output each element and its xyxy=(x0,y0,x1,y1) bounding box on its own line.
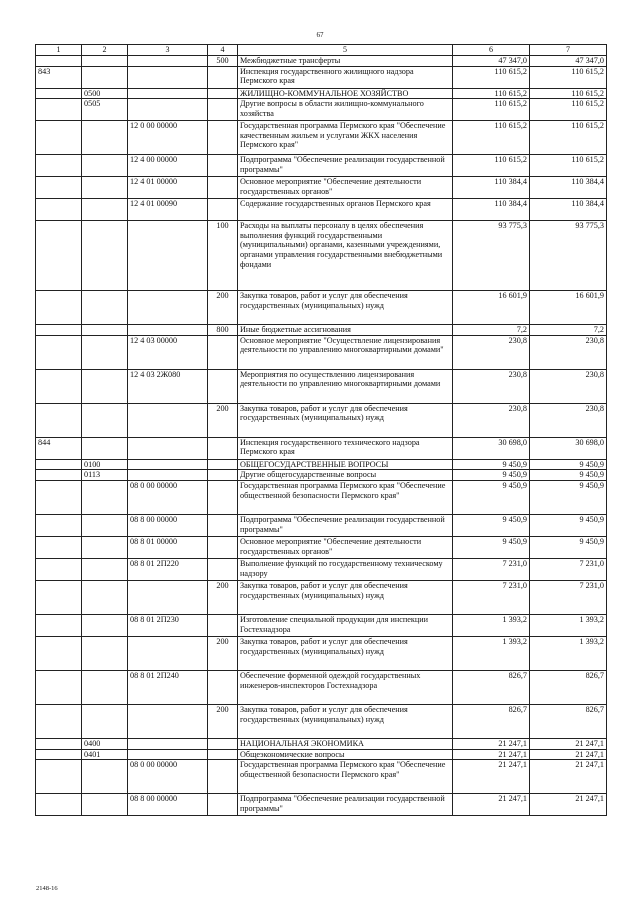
amount-cell: 7 231,0 xyxy=(453,580,530,614)
description-cell: Инспекция государственного технического надзора Пермского края xyxy=(238,437,453,459)
amount-cell: 110 615,2 xyxy=(530,121,607,155)
section-code-cell xyxy=(82,480,128,514)
amount-cell: 9 450,9 xyxy=(530,470,607,481)
ministry-code-cell xyxy=(36,636,82,670)
description-cell: Основное мероприятие "Обеспечение деятельности государственных органов" xyxy=(238,177,453,199)
amount-cell: 9 450,9 xyxy=(530,536,607,558)
amount-cell: 7 231,0 xyxy=(453,558,530,580)
table-row xyxy=(36,325,607,336)
section-code-cell xyxy=(82,177,128,199)
ministry-code-cell xyxy=(36,480,82,514)
amount-cell: 110 384,4 xyxy=(453,199,530,221)
section-code-cell xyxy=(82,794,128,816)
section-code-cell xyxy=(82,437,128,459)
table-row xyxy=(36,536,607,558)
section-code-cell xyxy=(82,614,128,636)
table-row xyxy=(36,66,607,88)
description-cell: Инспекция государственного жилищного надзора Пермского края xyxy=(238,66,453,88)
target-article-cell xyxy=(128,459,208,470)
amount-cell: 9 450,9 xyxy=(530,514,607,536)
table-row xyxy=(36,369,607,403)
amount-cell: 7 231,0 xyxy=(530,558,607,580)
table-row xyxy=(36,580,607,614)
amount-cell: 1 393,2 xyxy=(453,636,530,670)
table-row xyxy=(36,88,607,99)
ministry-code-cell xyxy=(36,99,82,121)
expense-type-cell xyxy=(208,514,238,536)
table-row xyxy=(36,558,607,580)
description-cell: Содержание государственных органов Пермского края xyxy=(238,199,453,221)
expense-type-cell xyxy=(208,369,238,403)
amount-cell: 47 347,0 xyxy=(530,56,607,67)
amount-cell: 110 615,2 xyxy=(453,88,530,99)
table-row xyxy=(36,470,607,481)
target-article-cell xyxy=(128,437,208,459)
expense-type-cell: 200 xyxy=(208,291,238,325)
description-cell: Иные бюджетные ассигнования xyxy=(238,325,453,336)
expense-type-cell xyxy=(208,558,238,580)
amount-cell: 21 247,1 xyxy=(530,794,607,816)
ministry-code-cell xyxy=(36,794,82,816)
target-article-cell xyxy=(128,704,208,738)
table-row xyxy=(36,155,607,177)
description-cell: Государственная программа Пермского края "Обеспечение качественным жильем и услугами ЖКХ населения Пермского края" xyxy=(238,121,453,155)
description-cell: Государственная программа Пермского края "Обеспечение общественной безопасности Пермского края" xyxy=(238,480,453,514)
section-code-cell xyxy=(82,121,128,155)
amount-cell: 230,8 xyxy=(530,369,607,403)
table-row xyxy=(36,760,607,794)
amount-cell: 7 231,0 xyxy=(530,580,607,614)
amount-cell: 230,8 xyxy=(453,335,530,369)
section-code-cell xyxy=(82,760,128,794)
amount-cell: 110 615,2 xyxy=(530,155,607,177)
target-article-cell: 12 0 00 00000 xyxy=(128,121,208,155)
target-article-cell: 08 8 01 2П230 xyxy=(128,614,208,636)
target-article-cell xyxy=(128,738,208,749)
ministry-code-cell xyxy=(36,369,82,403)
amount-cell: 110 615,2 xyxy=(530,88,607,99)
amount-cell: 21 247,1 xyxy=(453,749,530,760)
amount-cell: 110 615,2 xyxy=(453,155,530,177)
ministry-code-cell xyxy=(36,760,82,794)
table-row xyxy=(36,177,607,199)
table-row xyxy=(36,749,607,760)
amount-cell: 110 615,2 xyxy=(453,121,530,155)
amount-cell: 230,8 xyxy=(453,369,530,403)
description-cell: Закупка товаров, работ и услуг для обеспечения государственных (муниципальных) нужд xyxy=(238,291,453,325)
target-article-cell: 08 8 01 00000 xyxy=(128,536,208,558)
section-code-cell xyxy=(82,199,128,221)
section-code-cell xyxy=(82,514,128,536)
column-header: 3 xyxy=(128,45,208,56)
amount-cell: 230,8 xyxy=(530,403,607,437)
description-cell: Подпрограмма "Обеспечение реализации государственной программы" xyxy=(238,794,453,816)
ministry-code-cell xyxy=(36,335,82,369)
column-header: 5 xyxy=(238,45,453,56)
description-cell: Основное мероприятие "Осуществление лицензирования деятельности по управлению многоквартирными домами" xyxy=(238,335,453,369)
target-article-cell xyxy=(128,221,208,291)
description-cell: Основное мероприятие "Обеспечение деятельности государственных органов" xyxy=(238,536,453,558)
ministry-code-cell xyxy=(36,325,82,336)
footer-code: 2148-16 xyxy=(36,885,58,892)
ministry-code-cell xyxy=(36,514,82,536)
section-code-cell: 0100 xyxy=(82,459,128,470)
amount-cell: 9 450,9 xyxy=(453,459,530,470)
target-article-cell xyxy=(128,88,208,99)
ministry-code-cell xyxy=(36,670,82,704)
ministry-code-cell xyxy=(36,536,82,558)
expense-type-cell xyxy=(208,177,238,199)
section-code-cell: 0401 xyxy=(82,749,128,760)
amount-cell: 110 615,2 xyxy=(530,66,607,88)
description-cell: Подпрограмма "Обеспечение реализации государственной программы" xyxy=(238,514,453,536)
expense-type-cell: 200 xyxy=(208,580,238,614)
expense-type-cell xyxy=(208,614,238,636)
description-cell: Выполнение функций по государственному техническому надзору xyxy=(238,558,453,580)
expense-type-cell: 200 xyxy=(208,704,238,738)
expense-type-cell xyxy=(208,670,238,704)
ministry-code-cell xyxy=(36,580,82,614)
target-article-cell xyxy=(128,66,208,88)
table-row xyxy=(36,636,607,670)
description-cell: Другие общегосударственные вопросы xyxy=(238,470,453,481)
amount-cell: 93 775,3 xyxy=(530,221,607,291)
target-article-cell: 08 8 01 2П240 xyxy=(128,670,208,704)
amount-cell: 47 347,0 xyxy=(453,56,530,67)
section-code-cell: 0500 xyxy=(82,88,128,99)
section-code-cell: 0113 xyxy=(82,470,128,481)
expense-type-cell: 200 xyxy=(208,403,238,437)
target-article-cell xyxy=(128,56,208,67)
ministry-code-cell xyxy=(36,199,82,221)
target-article-cell: 08 8 01 2П220 xyxy=(128,558,208,580)
description-cell: Закупка товаров, работ и услуг для обеспечения государственных (муниципальных) нужд xyxy=(238,704,453,738)
table-row xyxy=(36,704,607,738)
expense-type-cell xyxy=(208,437,238,459)
target-article-cell xyxy=(128,580,208,614)
ministry-code-cell xyxy=(36,155,82,177)
description-cell: Государственная программа Пермского края "Обеспечение общественной безопасности Пермского края" xyxy=(238,760,453,794)
description-cell: ЖИЛИЩНО-КОММУНАЛЬНОЕ ХОЗЯЙСТВО xyxy=(238,88,453,99)
expense-type-cell: 200 xyxy=(208,636,238,670)
section-code-cell xyxy=(82,636,128,670)
expense-type-cell xyxy=(208,66,238,88)
section-code-cell xyxy=(82,580,128,614)
target-article-cell: 12 4 01 00000 xyxy=(128,177,208,199)
amount-cell: 21 247,1 xyxy=(530,749,607,760)
expense-type-cell xyxy=(208,749,238,760)
expense-type-cell: 500 xyxy=(208,56,238,67)
target-article-cell: 12 4 03 00000 xyxy=(128,335,208,369)
table-body xyxy=(36,56,607,816)
target-article-cell xyxy=(128,636,208,670)
target-article-cell: 12 4 03 2Ж080 xyxy=(128,369,208,403)
description-cell: Закупка товаров, работ и услуг для обеспечения государственных (муниципальных) нужд xyxy=(238,636,453,670)
amount-cell: 110 384,4 xyxy=(530,177,607,199)
page-number: 67 xyxy=(316,31,324,39)
ministry-code-cell xyxy=(36,704,82,738)
description-cell: Изготовление специальной продукции для инспекции Гостехнадзора xyxy=(238,614,453,636)
expense-type-cell xyxy=(208,760,238,794)
ministry-code-cell xyxy=(36,459,82,470)
section-code-cell xyxy=(82,56,128,67)
expense-type-cell xyxy=(208,155,238,177)
column-header: 6 xyxy=(453,45,530,56)
table-header-row xyxy=(36,45,607,56)
column-header: 7 xyxy=(530,45,607,56)
amount-cell: 230,8 xyxy=(530,335,607,369)
amount-cell: 1 393,2 xyxy=(530,614,607,636)
expense-type-cell xyxy=(208,536,238,558)
ministry-code-cell xyxy=(36,56,82,67)
table-row xyxy=(36,99,607,121)
description-cell: Межбюджетные трансферты xyxy=(238,56,453,67)
description-cell: Закупка товаров, работ и услуг для обеспечения государственных (муниципальных) нужд xyxy=(238,403,453,437)
amount-cell: 110 615,2 xyxy=(453,99,530,121)
target-article-cell: 08 0 00 00000 xyxy=(128,480,208,514)
amount-cell: 826,7 xyxy=(530,670,607,704)
column-header: 2 xyxy=(82,45,128,56)
ministry-code-cell xyxy=(36,738,82,749)
section-code-cell xyxy=(82,558,128,580)
ministry-code-cell xyxy=(36,121,82,155)
amount-cell: 826,7 xyxy=(530,704,607,738)
description-cell: Мероприятия по осуществлению лицензирования деятельности по управлению многоквартирными домами xyxy=(238,369,453,403)
description-cell: Закупка товаров, работ и услуг для обеспечения государственных (муниципальных) нужд xyxy=(238,580,453,614)
amount-cell: 826,7 xyxy=(453,670,530,704)
target-article-cell: 12 4 01 00090 xyxy=(128,199,208,221)
amount-cell: 21 247,1 xyxy=(530,760,607,794)
section-code-cell xyxy=(82,291,128,325)
section-code-cell xyxy=(82,221,128,291)
amount-cell: 9 450,9 xyxy=(453,514,530,536)
table-row xyxy=(36,221,607,291)
table-row xyxy=(36,335,607,369)
table-row xyxy=(36,794,607,816)
amount-cell: 826,7 xyxy=(453,704,530,738)
ministry-code-cell: 844 xyxy=(36,437,82,459)
target-article-cell: 08 8 00 00000 xyxy=(128,794,208,816)
target-article-cell xyxy=(128,325,208,336)
expense-type-cell xyxy=(208,480,238,514)
ministry-code-cell xyxy=(36,614,82,636)
amount-cell: 110 384,4 xyxy=(453,177,530,199)
target-article-cell xyxy=(128,403,208,437)
section-code-cell xyxy=(82,536,128,558)
table-row xyxy=(36,437,607,459)
target-article-cell xyxy=(128,470,208,481)
target-article-cell xyxy=(128,291,208,325)
amount-cell: 110 615,2 xyxy=(453,66,530,88)
section-code-cell xyxy=(82,704,128,738)
amount-cell: 110 615,2 xyxy=(530,99,607,121)
ministry-code-cell xyxy=(36,221,82,291)
section-code-cell: 0505 xyxy=(82,99,128,121)
amount-cell: 30 698,0 xyxy=(453,437,530,459)
section-code-cell xyxy=(82,670,128,704)
amount-cell: 21 247,1 xyxy=(453,794,530,816)
ministry-code-cell xyxy=(36,403,82,437)
amount-cell: 1 393,2 xyxy=(530,636,607,670)
table-row xyxy=(36,670,607,704)
target-article-cell: 08 8 00 00000 xyxy=(128,514,208,536)
description-cell: ОБЩЕГОСУДАРСТВЕННЫЕ ВОПРОСЫ xyxy=(238,459,453,470)
description-cell: НАЦИОНАЛЬНАЯ ЭКОНОМИКА xyxy=(238,738,453,749)
ministry-code-cell xyxy=(36,558,82,580)
amount-cell: 110 384,4 xyxy=(530,199,607,221)
expense-type-cell xyxy=(208,99,238,121)
budget-table xyxy=(35,44,607,816)
expense-type-cell xyxy=(208,121,238,155)
table-row xyxy=(36,614,607,636)
table-row xyxy=(36,291,607,325)
table-row xyxy=(36,480,607,514)
amount-cell: 93 775,3 xyxy=(453,221,530,291)
amount-cell: 230,8 xyxy=(453,403,530,437)
table-row xyxy=(36,459,607,470)
amount-cell: 9 450,9 xyxy=(453,480,530,514)
amount-cell: 30 698,0 xyxy=(530,437,607,459)
section-code-cell xyxy=(82,66,128,88)
ministry-code-cell xyxy=(36,749,82,760)
section-code-cell: 0400 xyxy=(82,738,128,749)
column-header: 1 xyxy=(36,45,82,56)
section-code-cell xyxy=(82,325,128,336)
ministry-code-cell: 843 xyxy=(36,66,82,88)
expense-type-cell xyxy=(208,794,238,816)
expense-type-cell xyxy=(208,199,238,221)
expense-type-cell xyxy=(208,88,238,99)
target-article-cell xyxy=(128,749,208,760)
section-code-cell xyxy=(82,335,128,369)
table-row xyxy=(36,56,607,67)
description-cell: Общеэкономические вопросы xyxy=(238,749,453,760)
amount-cell: 21 247,1 xyxy=(530,738,607,749)
amount-cell: 21 247,1 xyxy=(453,760,530,794)
amount-cell: 9 450,9 xyxy=(530,480,607,514)
target-article-cell: 12 4 00 00000 xyxy=(128,155,208,177)
expense-type-cell: 100 xyxy=(208,221,238,291)
table-row xyxy=(36,403,607,437)
section-code-cell xyxy=(82,369,128,403)
amount-cell: 7,2 xyxy=(453,325,530,336)
expense-type-cell xyxy=(208,459,238,470)
expense-type-cell xyxy=(208,335,238,369)
amount-cell: 9 450,9 xyxy=(453,536,530,558)
expense-type-cell xyxy=(208,738,238,749)
description-cell: Подпрограмма "Обеспечение реализации государственной программы" xyxy=(238,155,453,177)
ministry-code-cell xyxy=(36,88,82,99)
description-cell: Расходы на выплаты персоналу в целях обеспечения выполнения функций государственными (муниципальными) органами, казенными учреждениями, органами управления государственными внебюджетными фондами xyxy=(238,221,453,291)
amount-cell: 16 601,9 xyxy=(530,291,607,325)
ministry-code-cell xyxy=(36,291,82,325)
target-article-cell: 08 0 00 00000 xyxy=(128,760,208,794)
amount-cell: 7,2 xyxy=(530,325,607,336)
ministry-code-cell xyxy=(36,470,82,481)
table-row xyxy=(36,514,607,536)
expense-type-cell xyxy=(208,470,238,481)
section-code-cell xyxy=(82,155,128,177)
table-row xyxy=(36,738,607,749)
expense-type-cell: 800 xyxy=(208,325,238,336)
target-article-cell xyxy=(128,99,208,121)
amount-cell: 9 450,9 xyxy=(530,459,607,470)
table-row xyxy=(36,121,607,155)
amount-cell: 9 450,9 xyxy=(453,470,530,481)
amount-cell: 16 601,9 xyxy=(453,291,530,325)
ministry-code-cell xyxy=(36,177,82,199)
description-cell: Другие вопросы в области жилищно-коммунального хозяйства xyxy=(238,99,453,121)
description-cell: Обеспечение форменной одеждой государственных инженеров-инспекторов Гостехнадзора xyxy=(238,670,453,704)
section-code-cell xyxy=(82,403,128,437)
amount-cell: 21 247,1 xyxy=(453,738,530,749)
column-header: 4 xyxy=(208,45,238,56)
amount-cell: 1 393,2 xyxy=(453,614,530,636)
table-row xyxy=(36,199,607,221)
